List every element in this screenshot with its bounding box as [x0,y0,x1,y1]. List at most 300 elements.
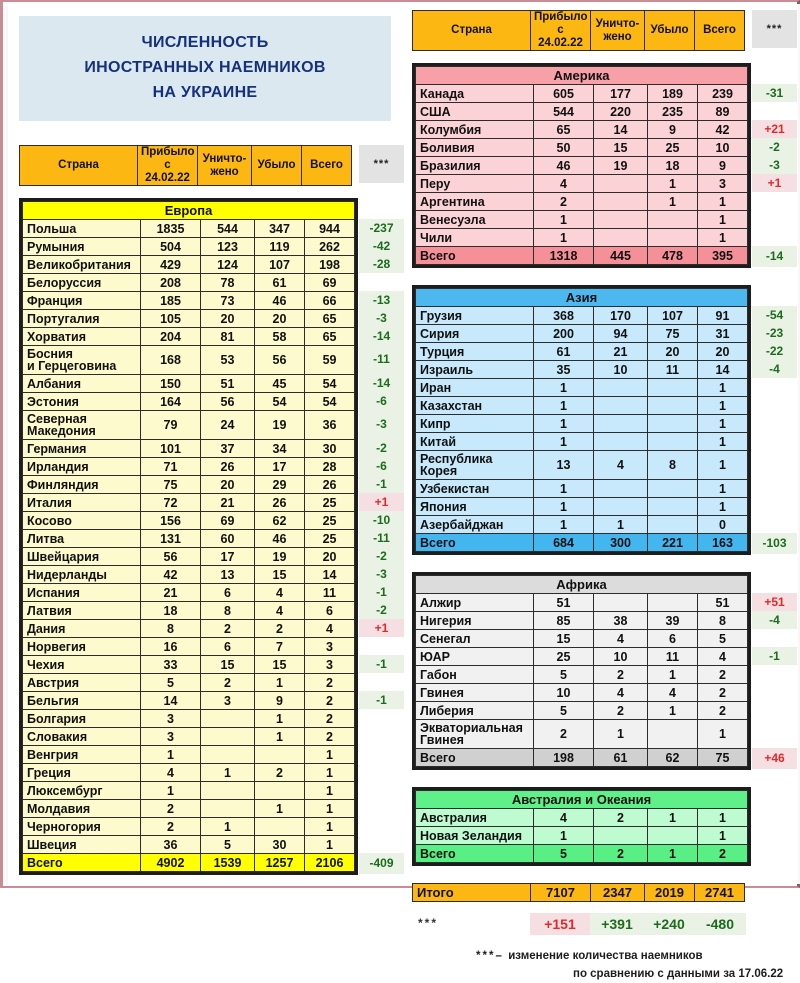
row-arrived: 185 [141,292,201,310]
row-arrived: 4 [534,175,594,193]
oceania-frame [412,787,751,866]
table-row [23,782,355,800]
row-country: Грузия [416,307,534,325]
row-arrived: 61 [534,343,594,361]
table-row [23,256,355,274]
row-arrived: 105 [141,310,201,328]
total-arrived: 4902 [141,854,201,872]
total-label: Всего [416,845,534,863]
row-arrived: 56 [141,548,201,566]
row-arrived: 18 [141,602,201,620]
header-arrived-l1: Прибыло [141,146,195,158]
row-country: Латвия [23,602,141,620]
table-row [416,175,748,193]
row-destroyed: 6 [201,638,255,656]
table-row [23,458,355,476]
row-destroyed [594,211,648,229]
row-arrived: 1 [534,433,594,451]
footer-delta-row [412,913,790,935]
row-destroyed: 1 [594,516,648,534]
row-destroyed: 5 [201,836,255,854]
row-total: 198 [305,256,355,274]
europe-total-row [23,854,355,872]
row-destroyed: 81 [201,328,255,346]
row-arrived: 33 [141,656,201,674]
total-left: 1257 [255,854,305,872]
row-arrived: 2 [141,818,201,836]
row-left [648,211,698,229]
table-row [416,361,748,379]
table-row [416,325,748,343]
row-total: 1 [698,193,748,211]
row-country: Швейцария [23,548,141,566]
title-line-3: НА УКРАИНЕ [152,84,258,101]
footnote [412,947,790,983]
row-destroyed: 51 [201,375,255,393]
africa-table [415,575,748,767]
row-country: Великобритания [23,256,141,274]
row-arrived: 368 [534,307,594,325]
row-destroyed [594,415,648,433]
header-row [413,11,745,51]
table-row [23,310,355,328]
row-delta: -11 [359,345,404,374]
row-country: Азербайджан [416,516,534,534]
row-destroyed: 14 [594,121,648,139]
footnote-text-1: изменение количества наемников [508,950,703,962]
row-destroyed [594,397,648,415]
row-destroyed [201,800,255,818]
total-total: 163 [698,534,748,552]
row-arrived: 75 [141,476,201,494]
table-row [23,800,355,818]
row-left: 1 [255,728,305,746]
row-delta: -14 [359,327,404,345]
total-arrived: 5 [534,845,594,863]
asia-section-title-row [416,289,748,307]
row-left: 11 [648,648,698,666]
row-destroyed: 220 [594,103,648,121]
row-country: Китай [416,433,534,451]
footnote-dash: – [495,950,502,962]
header-left: Убыло [252,146,302,186]
row-arrived: 1 [534,211,594,229]
europe-table [22,201,355,872]
table-row [23,602,355,620]
row-delta [359,835,404,853]
row-left: 107 [648,307,698,325]
row-total: 51 [698,594,748,612]
row-country: Габон [416,666,534,684]
row-destroyed [594,379,648,397]
row-country: Люксембург [23,782,141,800]
row-delta: -237 [359,219,404,237]
row-country: Эстония [23,393,141,411]
row-left [648,720,698,749]
total-arrived: 1318 [534,247,594,265]
row-delta: +51 [752,593,797,611]
row-left [648,498,698,516]
row-country: Франция [23,292,141,310]
row-total: 65 [305,310,355,328]
row-destroyed [201,728,255,746]
row-destroyed: 20 [201,476,255,494]
row-arrived: 1 [534,480,594,498]
row-destroyed: 8 [201,602,255,620]
grand-total-total: 2741 [695,884,745,902]
row-arrived: 5 [534,702,594,720]
left-table-header [19,145,391,186]
row-destroyed [594,175,648,193]
row-country: Косово [23,512,141,530]
row-destroyed: 1 [201,818,255,836]
row-arrived: 204 [141,328,201,346]
row-left: 75 [648,325,698,343]
oceania-section-title-row [416,791,748,809]
row-country: Сирия [416,325,534,343]
table-row [416,211,748,229]
row-left: 4 [648,684,698,702]
row-destroyed: 6 [201,584,255,602]
table-row [416,809,748,827]
row-arrived: 504 [141,238,201,256]
row-country: Испания [23,584,141,602]
africa-total-row [416,749,748,767]
row-total: 6 [305,602,355,620]
footer-delta-arrived: +151 [530,913,590,935]
row-total: 36 [305,411,355,440]
row-left: 19 [255,548,305,566]
row-arrived: 3 [141,710,201,728]
left-column [19,16,394,880]
header-destroyed [591,11,645,51]
row-delta: -28 [359,255,404,273]
row-total: 1 [698,451,748,480]
spacer [412,775,790,787]
row-left: 1 [648,193,698,211]
row-left [648,827,698,845]
row-country: Бельгия [23,692,141,710]
row-delta [359,817,404,835]
america-section-title-delta-spacer [752,66,797,84]
row-destroyed: 20 [201,310,255,328]
row-delta: -6 [359,392,404,410]
row-country: США [416,103,534,121]
total-arrived: 198 [534,749,594,767]
row-arrived: 101 [141,440,201,458]
row-left: 34 [255,440,305,458]
europe-table-wrap [19,198,394,880]
total-left: 62 [648,749,698,767]
row-delta: -2 [752,138,797,156]
row-left: 29 [255,476,305,494]
table-row [23,548,355,566]
row-delta [752,719,797,748]
america-total-delta: -14 [752,246,797,267]
row-total: 42 [698,121,748,139]
table-row [23,656,355,674]
oceania-total-row [416,845,748,863]
row-destroyed: 53 [201,346,255,375]
row-total: 31 [698,325,748,343]
row-total: 2 [305,710,355,728]
row-arrived: 605 [534,85,594,103]
row-total: 66 [305,292,355,310]
row-destroyed [594,193,648,211]
row-total: 9 [698,157,748,175]
europe-section-title-row [23,202,355,220]
oceania-table-wrap [412,787,790,871]
row-delta: -22 [752,342,797,360]
row-arrived: 1 [534,379,594,397]
row-delta [752,665,797,683]
row-arrived: 21 [141,584,201,602]
row-arrived: 36 [141,836,201,854]
row-left [255,818,305,836]
america-section-title-row [416,67,748,85]
row-destroyed: 2 [201,674,255,692]
header-destroyed [198,146,252,186]
row-delta [752,210,797,228]
row-left: 1 [648,702,698,720]
total-destroyed: 2 [594,845,648,863]
table-row [23,494,355,512]
row-country: Черногория [23,818,141,836]
row-destroyed: 78 [201,274,255,292]
header-stars: *** [359,145,404,183]
row-delta [752,450,797,479]
grand-total-row [413,884,745,902]
row-arrived: 13 [534,451,594,480]
row-left: 1 [255,800,305,818]
row-arrived: 16 [141,638,201,656]
row-destroyed [594,480,648,498]
row-destroyed: 4 [594,630,648,648]
row-arrived: 46 [534,157,594,175]
row-country: Алжир [416,594,534,612]
spacer [19,186,391,198]
row-left [648,379,698,397]
row-delta: -6 [359,457,404,475]
header-arrived [138,146,198,186]
row-delta: -10 [359,511,404,529]
row-destroyed: 544 [201,220,255,238]
row-total: 10 [698,139,748,157]
row-destroyed: 17 [201,548,255,566]
row-destroyed: 3 [201,692,255,710]
page-title [19,16,391,121]
row-total: 1 [305,800,355,818]
footer-delta-values [530,913,746,935]
row-total: 14 [305,566,355,584]
row-left: 2 [255,764,305,782]
row-left: 1 [255,710,305,728]
row-country: Швеция [23,836,141,854]
row-arrived: 71 [141,458,201,476]
row-total: 1 [698,827,748,845]
row-delta [359,727,404,745]
row-country: Босния и Герцеговина [23,346,141,375]
spacer [412,560,790,572]
table-row [416,229,748,247]
row-delta: +1 [359,493,404,511]
row-country: Польша [23,220,141,238]
table-row [23,818,355,836]
row-left: 189 [648,85,698,103]
row-delta [752,826,797,844]
footnote-line-2: по сравнению с данными за 17.06.22 [573,968,784,980]
row-total: 1 [698,433,748,451]
row-country: ЮАР [416,648,534,666]
america-table [415,66,748,265]
total-destroyed: 445 [594,247,648,265]
row-total: 11 [305,584,355,602]
row-left: 8 [648,451,698,480]
africa-table-wrap [412,572,790,775]
row-total: 1 [305,746,355,764]
row-destroyed [201,710,255,728]
table-row [23,638,355,656]
row-left [648,516,698,534]
table-row [416,630,748,648]
row-country: Греция [23,764,141,782]
row-destroyed: 124 [201,256,255,274]
row-arrived: 168 [141,346,201,375]
table-row [416,720,748,749]
america-section-title: Америка [416,67,748,85]
header-country: Страна [20,146,138,186]
table-row [23,674,355,692]
europe-delta-column [359,201,404,874]
spacer [412,273,790,285]
table-row [416,594,748,612]
total-total: 2 [698,845,748,863]
header-arrived-l2: с 24.02.22 [538,24,583,49]
america-total-row [416,247,748,265]
row-left [648,433,698,451]
row-left: 2 [255,620,305,638]
title-line-2: ИНОСТРАННЫХ НАЕМНИКОВ [84,59,326,76]
table-row [416,827,748,845]
row-left: 9 [255,692,305,710]
row-arrived: 3 [141,728,201,746]
row-left [255,782,305,800]
table-row [416,193,748,211]
row-left: 46 [255,530,305,548]
row-arrived: 5 [141,674,201,692]
row-arrived: 14 [141,692,201,710]
africa-section-title-row [416,576,748,594]
total-left: 478 [648,247,698,265]
row-total: 3 [305,656,355,674]
spacer [412,51,790,63]
table-row [23,274,355,292]
table-row [416,451,748,480]
row-delta [752,378,797,396]
total-total: 395 [698,247,748,265]
row-destroyed: 94 [594,325,648,343]
row-left [648,397,698,415]
row-left: 56 [255,346,305,375]
row-left: 4 [255,584,305,602]
row-destroyed: 37 [201,440,255,458]
row-destroyed: 2 [201,620,255,638]
header-country: Страна [413,11,531,51]
row-country: Колумбия [416,121,534,139]
row-delta [752,701,797,719]
row-country: Хорватия [23,328,141,346]
row-country: Молдавия [23,800,141,818]
row-delta [359,673,404,691]
africa-section-title-delta-spacer [752,575,797,593]
row-left: 1 [648,809,698,827]
row-country: Албания [23,375,141,393]
row-delta [359,799,404,817]
spacer [412,871,790,883]
row-arrived: 15 [534,630,594,648]
row-delta [752,515,797,533]
table-row [416,684,748,702]
row-total: 69 [305,274,355,292]
table-row [416,307,748,325]
row-delta: -4 [752,360,797,378]
row-delta [359,745,404,763]
row-arrived: 2 [141,800,201,818]
row-delta: -1 [359,583,404,601]
row-delta: +21 [752,120,797,138]
row-delta: -3 [359,565,404,583]
table-row [23,836,355,854]
total-label: Всего [416,749,534,767]
grand-total-wrap [412,883,790,902]
table-row [416,498,748,516]
row-total: 20 [305,548,355,566]
row-total: 1 [698,397,748,415]
row-delta [752,228,797,246]
row-left: 20 [648,343,698,361]
row-left: 235 [648,103,698,121]
table-row [416,648,748,666]
row-left: 1 [255,674,305,692]
asia-table [415,288,748,552]
row-destroyed: 2 [594,809,648,827]
row-total: 2 [698,702,748,720]
row-left: 107 [255,256,305,274]
page-inner [6,4,800,980]
row-total: 262 [305,238,355,256]
row-total: 1 [698,211,748,229]
row-delta: -54 [752,306,797,324]
footnote-line-1 [476,947,790,965]
america-delta-column [752,66,797,267]
row-delta: -3 [359,309,404,327]
row-left: 46 [255,292,305,310]
row-arrived: 4 [141,764,201,782]
row-country: Чили [416,229,534,247]
row-arrived: 164 [141,393,201,411]
row-arrived: 2 [534,720,594,749]
row-total: 28 [305,458,355,476]
europe-section-title: Европа [23,202,355,220]
row-country: Румыния [23,238,141,256]
row-arrived: 1835 [141,220,201,238]
table-row [23,440,355,458]
row-total: 54 [305,393,355,411]
row-left: 347 [255,220,305,238]
row-left [648,594,698,612]
table-row [23,238,355,256]
row-total: 25 [305,494,355,512]
